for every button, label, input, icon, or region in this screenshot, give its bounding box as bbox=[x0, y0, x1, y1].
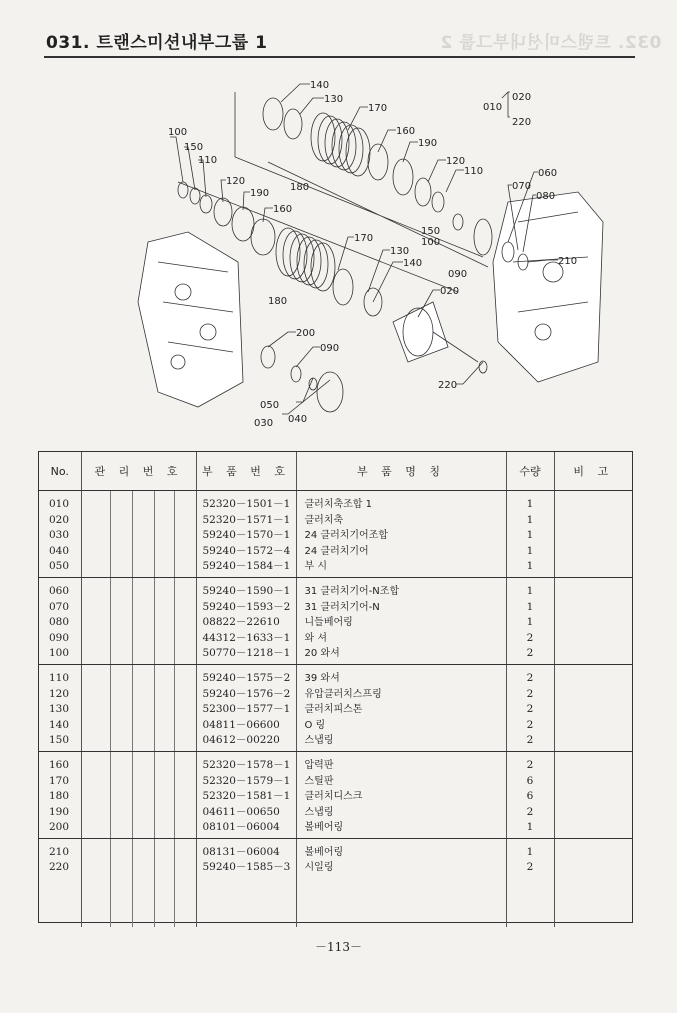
row-qty: 2 bbox=[526, 734, 534, 747]
cell-mgmt-no bbox=[81, 491, 196, 578]
row-part-no: 52320－1578－1 bbox=[202, 758, 291, 771]
cell-qty bbox=[506, 577, 554, 664]
row-qty: 1 bbox=[526, 821, 534, 834]
callout-label: 060 bbox=[538, 168, 558, 179]
row-part-name: 시일링 bbox=[304, 862, 334, 874]
row-part-name: 31 클러치기어-N bbox=[304, 601, 380, 613]
header-mgmt-no: 관 리 번 호 bbox=[81, 452, 196, 491]
mgmt-divider bbox=[132, 665, 133, 751]
row-part-no: 04611－00650 bbox=[202, 805, 280, 818]
mgmt-divider bbox=[110, 665, 111, 751]
row-no: 180 bbox=[49, 790, 70, 803]
cell-part-name bbox=[296, 664, 506, 751]
callout-label: 020 bbox=[440, 286, 460, 297]
row-part-no: 08131－06004 bbox=[202, 845, 280, 858]
ref-label: 020 bbox=[512, 92, 532, 103]
mgmt-divider bbox=[132, 578, 133, 664]
row-part-no: 59240－1572－4 bbox=[202, 544, 291, 557]
row-no: 170 bbox=[49, 774, 70, 787]
row-qty: 2 bbox=[526, 631, 534, 644]
callout-label: 200 bbox=[296, 328, 316, 339]
row-qty: 2 bbox=[526, 805, 534, 818]
mgmt-divider bbox=[132, 752, 133, 838]
mgmt-divider bbox=[110, 752, 111, 838]
row-part-name: 24 클러치기어조합 bbox=[304, 530, 389, 542]
row-qty: 2 bbox=[526, 647, 534, 660]
exploded-parts-diagram bbox=[38, 62, 638, 442]
row-part-no: 52300－1577－1 bbox=[202, 703, 291, 716]
row-part-name: 24 클러치기어 bbox=[304, 545, 369, 557]
callout-label: 220 bbox=[438, 380, 458, 391]
row-part-name: 클러치디스크 bbox=[304, 791, 363, 803]
row-qty: 1 bbox=[526, 845, 534, 858]
row-part-name: 볼베어링 bbox=[304, 846, 344, 858]
cell-part-name bbox=[296, 751, 506, 838]
page-number: －113－ bbox=[315, 940, 362, 954]
callout-label: 040 bbox=[288, 414, 308, 425]
ghost-facing-page-title: 032. 트랜스미션내부그룹 2 bbox=[440, 33, 662, 53]
row-no: 070 bbox=[49, 600, 70, 613]
row-no: 160 bbox=[49, 758, 70, 771]
callout-label: 130 bbox=[390, 246, 410, 257]
title-divider bbox=[44, 56, 635, 58]
row-qty: 1 bbox=[526, 498, 534, 510]
callout-label: 120 bbox=[226, 176, 246, 187]
row-part-name: 스냅링 bbox=[304, 735, 334, 747]
callout-label: 140 bbox=[310, 80, 330, 91]
mgmt-divider bbox=[174, 491, 175, 577]
row-qty: 2 bbox=[526, 671, 534, 684]
mgmt-divider bbox=[174, 839, 175, 928]
row-part-no: 04612－00220 bbox=[202, 734, 280, 747]
callout-label: 210 bbox=[558, 256, 578, 267]
row-qty: 1 bbox=[526, 544, 534, 557]
header-qty: 수량 bbox=[506, 452, 554, 491]
cell-remarks bbox=[554, 751, 632, 838]
row-part-name: 31 클러치기어-N조합 bbox=[304, 585, 400, 597]
row-part-no: 52320－1571－1 bbox=[202, 513, 291, 526]
callout-label: 030 bbox=[254, 418, 274, 429]
row-part-no: 59240－1585－3 bbox=[202, 861, 291, 874]
cell-remarks bbox=[554, 838, 632, 927]
table-row-group bbox=[39, 491, 632, 578]
cell-mgmt-no bbox=[81, 751, 196, 838]
callout-label: 140 bbox=[403, 258, 423, 269]
row-part-no: 59240－1590－1 bbox=[202, 584, 291, 597]
row-qty: 2 bbox=[526, 718, 534, 731]
callout-label: 050 bbox=[260, 400, 280, 411]
row-part-name: 클러치축 bbox=[304, 514, 344, 526]
row-qty: 6 bbox=[526, 790, 534, 803]
row-no: 140 bbox=[49, 718, 70, 731]
row-no: 090 bbox=[49, 631, 70, 644]
table-row-group bbox=[39, 664, 632, 751]
cell-part-no bbox=[196, 751, 296, 838]
row-part-name: 압력판 bbox=[304, 759, 334, 771]
mgmt-divider bbox=[110, 578, 111, 664]
row-qty: 1 bbox=[526, 513, 534, 526]
mgmt-divider bbox=[154, 839, 155, 928]
cell-part-no bbox=[196, 577, 296, 664]
row-part-no: 44312－1633－1 bbox=[202, 631, 291, 644]
row-part-name: 유압클러치스프링 bbox=[304, 688, 382, 700]
cell-mgmt-no bbox=[81, 838, 196, 927]
row-part-name: 스틸판 bbox=[304, 775, 334, 787]
row-part-no: 50770－1218－1 bbox=[202, 647, 291, 660]
row-qty: 2 bbox=[526, 703, 534, 716]
row-part-no: 04811－06600 bbox=[202, 718, 280, 731]
callout-label: 160 bbox=[396, 126, 416, 137]
cell-no bbox=[39, 664, 81, 751]
mgmt-divider bbox=[154, 665, 155, 751]
cell-no bbox=[39, 838, 81, 927]
row-part-name: O 링 bbox=[304, 719, 326, 731]
row-qty: 6 bbox=[526, 774, 534, 787]
callout-label: 190 bbox=[418, 138, 438, 149]
row-part-no: 59240－1576－2 bbox=[202, 687, 291, 700]
row-no: 200 bbox=[49, 821, 70, 834]
cell-qty bbox=[506, 664, 554, 751]
page-title: 031. 트랜스미션내부그룹 1 bbox=[46, 33, 268, 53]
table-row-group bbox=[39, 751, 632, 838]
row-part-no: 59240－1570－1 bbox=[202, 529, 291, 542]
row-no: 150 bbox=[49, 734, 70, 747]
row-no: 100 bbox=[49, 647, 70, 660]
row-qty: 1 bbox=[526, 584, 534, 597]
callout-label: 150 bbox=[184, 142, 204, 153]
row-part-name: 클러치피스톤 bbox=[304, 704, 363, 716]
row-part-name: 39 와셔 bbox=[304, 672, 340, 684]
cell-mgmt-no bbox=[81, 577, 196, 664]
cell-part-no bbox=[196, 664, 296, 751]
cell-part-name bbox=[296, 838, 506, 927]
header-remarks: 비 고 bbox=[554, 452, 632, 491]
callout-label: 090 bbox=[320, 343, 340, 354]
row-no: 220 bbox=[49, 861, 70, 874]
callout-label: 100 bbox=[168, 127, 188, 138]
cell-remarks bbox=[554, 664, 632, 751]
row-part-no: 52320－1579－1 bbox=[202, 774, 291, 787]
mgmt-divider bbox=[174, 578, 175, 664]
callout-label: 190 bbox=[250, 188, 270, 199]
mgmt-divider bbox=[110, 839, 111, 928]
table-row-group bbox=[39, 838, 632, 927]
row-part-name: 볼베어링 bbox=[304, 822, 344, 834]
row-no: 010 bbox=[49, 498, 70, 510]
mgmt-divider bbox=[154, 752, 155, 838]
row-part-no: 08822－22610 bbox=[202, 616, 280, 629]
row-no: 040 bbox=[49, 544, 70, 557]
row-part-name: 니들베어링 bbox=[304, 617, 353, 629]
callout-label: 170 bbox=[368, 103, 388, 114]
row-no: 130 bbox=[49, 703, 70, 716]
mgmt-divider bbox=[154, 578, 155, 664]
cell-part-no bbox=[196, 838, 296, 927]
row-no: 210 bbox=[49, 845, 70, 858]
header-no: No. bbox=[39, 452, 81, 491]
cell-part-name bbox=[296, 491, 506, 578]
header-part-no: 부 품 번 호 bbox=[196, 452, 296, 491]
cell-no bbox=[39, 751, 81, 838]
cell-qty bbox=[506, 838, 554, 927]
row-no: 080 bbox=[49, 616, 70, 629]
callout-label: 120 bbox=[446, 156, 466, 167]
row-no: 190 bbox=[49, 805, 70, 818]
callout-label: 130 bbox=[324, 94, 344, 105]
header-part-name: 부 품 명 칭 bbox=[296, 452, 506, 491]
row-qty: 1 bbox=[526, 529, 534, 542]
cell-mgmt-no bbox=[81, 664, 196, 751]
callout-label: 110 bbox=[198, 155, 218, 166]
row-part-name: 부 시 bbox=[304, 561, 327, 573]
row-qty: 2 bbox=[526, 758, 534, 771]
cell-qty bbox=[506, 751, 554, 838]
cell-qty bbox=[506, 491, 554, 578]
row-no: 020 bbox=[49, 513, 70, 526]
row-part-no: 59240－1593－2 bbox=[202, 600, 291, 613]
row-qty: 1 bbox=[526, 616, 534, 629]
callout-label: 070 bbox=[512, 181, 532, 192]
ref-label: 010 bbox=[483, 102, 503, 113]
ref-label: 220 bbox=[512, 117, 532, 128]
callout-label: 110 bbox=[464, 166, 484, 177]
row-qty: 2 bbox=[526, 687, 534, 700]
row-part-no: 52320－1501－1 bbox=[202, 498, 291, 510]
row-no: 120 bbox=[49, 687, 70, 700]
mgmt-divider bbox=[110, 491, 111, 577]
row-qty: 1 bbox=[526, 560, 534, 573]
parts-table bbox=[38, 451, 633, 923]
table-row-group bbox=[39, 577, 632, 664]
row-part-name: 클러치축조합 1 bbox=[304, 499, 373, 510]
cell-remarks bbox=[554, 491, 632, 578]
callout-label: 170 bbox=[354, 233, 374, 244]
callout-label: 180 bbox=[268, 296, 288, 307]
callout-label: 090 bbox=[448, 269, 468, 280]
mgmt-divider bbox=[174, 665, 175, 751]
row-no: 050 bbox=[49, 560, 70, 573]
mgmt-divider bbox=[174, 752, 175, 838]
table-header-row bbox=[39, 452, 632, 491]
cell-remarks bbox=[554, 577, 632, 664]
row-part-name: 와 셔 bbox=[304, 632, 327, 644]
row-no: 030 bbox=[49, 529, 70, 542]
row-part-name: 20 와셔 bbox=[304, 648, 340, 660]
callout-label: 080 bbox=[536, 191, 556, 202]
cell-part-no bbox=[196, 491, 296, 578]
row-part-no: 52320－1581－1 bbox=[202, 790, 291, 803]
cell-no bbox=[39, 577, 81, 664]
row-part-no: 59240－1575－2 bbox=[202, 671, 291, 684]
row-part-name: 스냅링 bbox=[304, 806, 334, 818]
callout-label: 180 bbox=[290, 182, 310, 193]
cell-part-name bbox=[296, 577, 506, 664]
mgmt-divider bbox=[132, 839, 133, 928]
row-qty: 1 bbox=[526, 600, 534, 613]
row-part-no: 08101－06004 bbox=[202, 821, 280, 834]
mgmt-divider bbox=[132, 491, 133, 577]
row-no: 060 bbox=[49, 584, 70, 597]
callout-label: 150 bbox=[421, 226, 441, 237]
row-part-no: 59240－1584－1 bbox=[202, 560, 291, 573]
callout-label: 100 bbox=[421, 237, 441, 248]
cell-no bbox=[39, 491, 81, 578]
mgmt-divider bbox=[154, 491, 155, 577]
row-qty: 2 bbox=[526, 861, 534, 874]
row-no: 110 bbox=[49, 671, 70, 684]
callout-label: 160 bbox=[273, 204, 293, 215]
